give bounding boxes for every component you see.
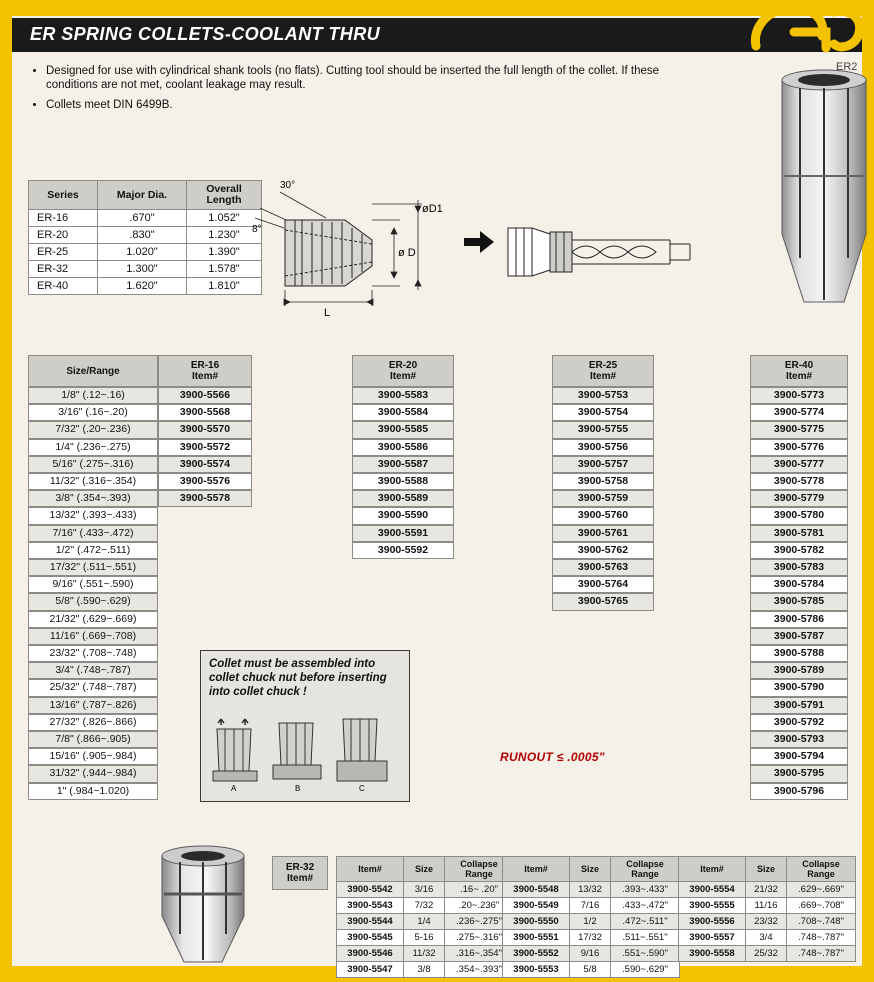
- er32-size: 17/32: [570, 930, 611, 946]
- er32-item-number: 3900-5547: [337, 962, 404, 978]
- er32-size-header: Size: [570, 857, 611, 882]
- size-range-cell: 31/32" (.944~.984): [28, 765, 158, 782]
- er32-item-number: 3900-5552: [503, 946, 570, 962]
- table-row: [679, 946, 856, 962]
- item-number-cell: 3900-5572: [158, 439, 252, 456]
- er32-series-label: ER-32 Item#: [272, 856, 328, 890]
- angle-30-label: 30°: [280, 180, 296, 191]
- top-yellow-stripe: [0, 0, 874, 16]
- item-number-cell: 3900-5757: [552, 456, 654, 473]
- dim-d1-label: øD1: [422, 203, 443, 215]
- assembly-steps-illustration: [209, 709, 401, 793]
- size-range-cell: 23/32" (.708~.748): [28, 645, 158, 662]
- er32-size: 3/4: [746, 930, 787, 946]
- er32-item-header: Item#: [679, 857, 746, 882]
- er32-item-number: 3900-5544: [337, 914, 404, 930]
- left-yellow-edge: [0, 0, 12, 982]
- item-number-cell: 3900-5786: [750, 611, 848, 628]
- size-range-cell: 11/32" (.316~.354): [28, 473, 158, 490]
- table-row: [503, 882, 680, 898]
- series-overall-length: 1.810": [187, 278, 262, 295]
- er32-size: 7/32: [404, 898, 445, 914]
- table-row: [503, 930, 680, 946]
- er32-collapse-range: .669~.708": [787, 898, 856, 914]
- item-number-cell: 3900-5791: [750, 697, 848, 714]
- overall-length-col-header: Overall Length: [187, 181, 262, 210]
- er32-table-group: [678, 856, 856, 962]
- table-row: [337, 946, 514, 962]
- er32-item-number: 3900-5555: [679, 898, 746, 914]
- size-range-cell: 17/32" (.511~.551): [28, 559, 158, 576]
- er32-size: 5-16: [404, 930, 445, 946]
- item-number-cell: 3900-5787: [750, 628, 848, 645]
- size-range-cell: 7/16" (.433~.472): [28, 525, 158, 542]
- series-name: ER-20: [29, 227, 98, 244]
- series-major-dia: .830": [98, 227, 187, 244]
- er32-collapse-range: .748~.787": [787, 946, 856, 962]
- size-range-cell: 11/16" (.669~.708): [28, 628, 158, 645]
- item-number-cell: 3900-5755: [552, 421, 654, 438]
- er32-item-number: 3900-5554: [679, 882, 746, 898]
- er32-size: 13/32: [570, 882, 611, 898]
- table-row: [29, 227, 262, 244]
- size-range-cell: 3/4" (.748~.787): [28, 662, 158, 679]
- series-major-dia: 1.620": [98, 278, 187, 295]
- major-dia-col-header: Major Dia.: [98, 181, 187, 210]
- size-range-cell: 1" (.984~1.020): [28, 783, 158, 800]
- er32-collapse-header: Collapse Range: [611, 857, 680, 882]
- size-range-cell: 1/8" (.12~.16): [28, 387, 158, 404]
- item-number-cell: 3900-5587: [352, 456, 454, 473]
- er32-collapse-range: .16~ .20": [445, 882, 514, 898]
- series-overall-length: 1.052": [187, 210, 262, 227]
- item-number-cell: 3900-5570: [158, 421, 252, 438]
- item-number-cell: 3900-5590: [352, 507, 454, 524]
- item-number-cell: 3900-5578: [158, 490, 252, 507]
- size-range-cell: 3/16" (.16~.20): [28, 404, 158, 421]
- table-row: [503, 898, 680, 914]
- er32-collapse-range: .393~.433": [611, 882, 680, 898]
- er32-item-number: 3900-5557: [679, 930, 746, 946]
- er32-collapse-range: .511~.551": [611, 930, 680, 946]
- er32-collapse-range: .275~.316": [445, 930, 514, 946]
- item-number-cell: 3900-5764: [552, 576, 654, 593]
- er32-collapse-range: .472~.511": [611, 914, 680, 930]
- column-header-er-16: ER-16 Item#: [158, 355, 252, 387]
- item-number-cell: 3900-5584: [352, 404, 454, 421]
- item-number-cell: 3900-5754: [552, 404, 654, 421]
- item-number-cell: 3900-5773: [750, 387, 848, 404]
- er32-size: 3/8: [404, 962, 445, 978]
- series-table-header-row: [29, 181, 262, 210]
- size-range-cell: 27/32" (.826~.866): [28, 714, 158, 731]
- size-range-cell: 25/32" (.748~.787): [28, 679, 158, 696]
- er32-size: 5/8: [570, 962, 611, 978]
- table-row: [337, 930, 514, 946]
- size-range-cell: 1/4" (.236~.275): [28, 439, 158, 456]
- er32-size-header: Size: [746, 857, 787, 882]
- item-number-cell: 3900-5765: [552, 593, 654, 610]
- item-number-cell: 3900-5566: [158, 387, 252, 404]
- item-number-cell: 3900-5591: [352, 525, 454, 542]
- er32-collapse-range: .236~.275": [445, 914, 514, 930]
- column-header-er-40: ER-40 Item#: [750, 355, 848, 387]
- series-major-dia: 1.020": [98, 244, 187, 261]
- table-row: [503, 914, 680, 930]
- er32-item-number: 3900-5553: [503, 962, 570, 978]
- er32-item-number: 3900-5558: [679, 946, 746, 962]
- svg-text:A: A: [231, 784, 237, 793]
- technical-drawing: [250, 170, 710, 320]
- company-logo: [748, 2, 868, 54]
- series-name: ER-40: [29, 278, 98, 295]
- er32-item-number: 3900-5556: [679, 914, 746, 930]
- size-range-cell: 7/32" (.20~.236): [28, 421, 158, 438]
- assembly-warning-text: Collet must be assembled into collet chuck nut before inserting into collet chuck !: [209, 658, 387, 698]
- item-number-cell: 3900-5778: [750, 473, 848, 490]
- item-number-cell: 3900-5776: [750, 439, 848, 456]
- er32-size: 11/32: [404, 946, 445, 962]
- er32-collapse-range: .551~.590": [611, 946, 680, 962]
- er32-item-number: 3900-5550: [503, 914, 570, 930]
- size-range-cell: 3/8" (.354~.393): [28, 490, 158, 507]
- er32-size: 1/2: [570, 914, 611, 930]
- table-row: [679, 930, 856, 946]
- item-number-cell: 3900-5785: [750, 593, 848, 610]
- item-number-cell: 3900-5592: [352, 542, 454, 559]
- table-row: [679, 914, 856, 930]
- item-number-cell: 3900-5784: [750, 576, 848, 593]
- er32-size: 1/4: [404, 914, 445, 930]
- series-major-dia: 1.300": [98, 261, 187, 278]
- size-range-cell: 5/8" (.590~.629): [28, 593, 158, 610]
- item-number-cell: 3900-5795: [750, 765, 848, 782]
- table-row: [503, 962, 680, 978]
- item-number-cell: 3900-5753: [552, 387, 654, 404]
- er32-table-group: [336, 856, 514, 978]
- item-number-cell: 3900-5586: [352, 439, 454, 456]
- item-number-cell: 3900-5779: [750, 490, 848, 507]
- series-name: ER-25: [29, 244, 98, 261]
- er32-item-number: 3900-5551: [503, 930, 570, 946]
- series-name: ER-16: [29, 210, 98, 227]
- er32-size: 25/32: [746, 946, 787, 962]
- item-number-cell: 3900-5782: [750, 542, 848, 559]
- er32-item-number: 3900-5548: [503, 882, 570, 898]
- series-dimension-table: [28, 180, 262, 295]
- bullet-item: • Designed for use with cylindrical shank tools (no flats). Cutting tool should be inserted the full length of the collet. If these conditions are not met, coolant leakage may result.: [46, 64, 672, 92]
- dim-d-label: ø D: [398, 247, 416, 259]
- item-number-cell: 3900-5763: [552, 559, 654, 576]
- series-overall-length: 1.390": [187, 244, 262, 261]
- item-number-cell: 3900-5574: [158, 456, 252, 473]
- table-row: [337, 962, 514, 978]
- collet-photo-bottom: [148, 838, 258, 968]
- dim-l-label: L: [324, 307, 331, 319]
- table-row: [29, 261, 262, 278]
- table-row: [29, 210, 262, 227]
- item-number-cell: 3900-5761: [552, 525, 654, 542]
- er32-collapse-range: .708~.748": [787, 914, 856, 930]
- series-major-dia: .670": [98, 210, 187, 227]
- er32-collapse-range: .316~.354": [445, 946, 514, 962]
- item-number-cell: 3900-5777: [750, 456, 848, 473]
- size-range-cell: 15/16" (.905~.984): [28, 748, 158, 765]
- item-number-cell: 3900-5775: [750, 421, 848, 438]
- er32-item-number: 3900-5542: [337, 882, 404, 898]
- er32-item-number: 3900-5545: [337, 930, 404, 946]
- item-number-cell: 3900-5758: [552, 473, 654, 490]
- table-row: [337, 914, 514, 930]
- svg-text:C: C: [359, 784, 365, 793]
- flow-arrow: [464, 231, 494, 253]
- er32-item-header: Item#: [503, 857, 570, 882]
- item-number-cell: 3900-5789: [750, 662, 848, 679]
- page-title: ER SPRING COLLETS-COOLANT THRU: [30, 24, 380, 44]
- bullet-item: • Collets meet DIN 6499B.: [46, 98, 672, 112]
- er32-table-group: [502, 856, 680, 978]
- page-header-bar: [12, 18, 862, 52]
- er32-collapse-range: .748~.787": [787, 930, 856, 946]
- er32-item-number: 3900-5546: [337, 946, 404, 962]
- item-number-cell: 3900-5759: [552, 490, 654, 507]
- er32-collapse-range: .590~.629": [611, 962, 680, 978]
- item-number-cell: 3900-5796: [750, 783, 848, 800]
- table-row: [337, 882, 514, 898]
- series-name: ER-32: [29, 261, 98, 278]
- er32-collapse-header: Collapse Range: [445, 857, 514, 882]
- item-number-cell: 3900-5783: [750, 559, 848, 576]
- item-number-cell: 3900-5788: [750, 645, 848, 662]
- item-number-cell: 3900-5794: [750, 748, 848, 765]
- er32-size: 7/16: [570, 898, 611, 914]
- item-number-cell: 3900-5585: [352, 421, 454, 438]
- item-number-cell: 3900-5790: [750, 679, 848, 696]
- item-number-cell: 3900-5756: [552, 439, 654, 456]
- column-header-er-20: ER-20 Item#: [352, 355, 454, 387]
- item-number-cell: 3900-5774: [750, 404, 848, 421]
- size-range-cell: 21/32" (.629~.669): [28, 611, 158, 628]
- er32-size: 21/32: [746, 882, 787, 898]
- series-col-header: Series: [29, 181, 98, 210]
- item-number-cell: 3900-5568: [158, 404, 252, 421]
- size-range-cell: 9/16" (.551~.590): [28, 576, 158, 593]
- item-number-cell: 3900-5793: [750, 731, 848, 748]
- collet-photo-large: [770, 58, 874, 328]
- size-range-cell: 13/32" (.393~.433): [28, 507, 158, 524]
- er32-collapse-range: .354~.393": [445, 962, 514, 978]
- er32-collapse-range: .20~.236": [445, 898, 514, 914]
- size-range-cell: 7/8" (.866~.905): [28, 731, 158, 748]
- er32-size-header: Size: [404, 857, 445, 882]
- er32-item-number: 3900-5543: [337, 898, 404, 914]
- er32-size: 9/16: [570, 946, 611, 962]
- size-range-col-header: Size/Range: [28, 355, 158, 387]
- size-range-cell: 1/2" (.472~.511): [28, 542, 158, 559]
- item-number-cell: 3900-5760: [552, 507, 654, 524]
- table-row: [337, 898, 514, 914]
- er32-size: 23/32: [746, 914, 787, 930]
- runout-note: RUNOUT ≤ .0005": [500, 750, 605, 764]
- series-overall-length: 1.578": [187, 261, 262, 278]
- angle-8-label: 8°: [252, 224, 262, 235]
- item-number-cell: 3900-5762: [552, 542, 654, 559]
- item-number-cell: 3900-5583: [352, 387, 454, 404]
- collet-photo-label: ER2: [836, 61, 858, 73]
- column-header-er-25: ER-25 Item#: [552, 355, 654, 387]
- er32-collapse-header: Collapse Range: [787, 857, 856, 882]
- table-row: [679, 898, 856, 914]
- svg-text:B: B: [295, 784, 301, 793]
- assembly-warning-box: [200, 650, 410, 802]
- er32-size: 11/16: [746, 898, 787, 914]
- size-range-cell: 13/16" (.787~.826): [28, 697, 158, 714]
- er32-collapse-range: .629~.669": [787, 882, 856, 898]
- item-number-cell: 3900-5588: [352, 473, 454, 490]
- table-row: [29, 278, 262, 295]
- feature-bullets: [32, 64, 672, 118]
- table-row: [503, 946, 680, 962]
- table-row: [29, 244, 262, 261]
- er32-size: 3/16: [404, 882, 445, 898]
- size-range-cell: 5/16" (.275~.316): [28, 456, 158, 473]
- item-number-cell: 3900-5792: [750, 714, 848, 731]
- table-row: [679, 882, 856, 898]
- series-overall-length: 1.230": [187, 227, 262, 244]
- er32-item-number: 3900-5549: [503, 898, 570, 914]
- item-number-cell: 3900-5781: [750, 525, 848, 542]
- item-number-cell: 3900-5780: [750, 507, 848, 524]
- item-number-cell: 3900-5576: [158, 473, 252, 490]
- er32-item-header: Item#: [337, 857, 404, 882]
- item-number-cell: 3900-5589: [352, 490, 454, 507]
- er32-collapse-range: .433~.472": [611, 898, 680, 914]
